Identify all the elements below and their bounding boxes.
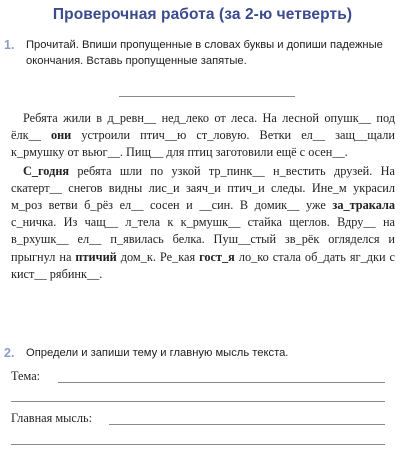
emphasized-word: за_тракала <box>332 198 395 213</box>
task-2-number: 2. <box>4 346 15 360</box>
task-2-instructions: Определи и запиши тему и главную мысль текста. <box>26 347 289 359</box>
text-run: дом_к. Ре_кая <box>116 249 200 264</box>
task-1 <box>4 38 388 69</box>
emphasized-word: они <box>50 128 72 143</box>
emphasized-word: гост_я <box>199 249 235 264</box>
text-run: устроили птич__ю ст_ловую. Ветки ел__ защ__щали к_рмушку от вьюг__. Пищ__ для птиц заготовили ещё с осен__. <box>11 128 395 160</box>
story-paragraph-2 <box>11 163 395 283</box>
text-run: Ребята жили в д_ревн__ нед_леко от леса. На лесной опушк__ под ёлк__ <box>11 111 395 143</box>
topic-answer-line-2[interactable] <box>11 401 385 402</box>
topic-answer-line-1[interactable] <box>58 382 385 383</box>
task-2 <box>4 346 388 362</box>
page-title: Проверочная работа (за 2-ю четверть) <box>52 6 353 23</box>
text-run: с_ничка. Из чащ__ л_тела к к_рмушк__ стайка щеглов. Вдру__ на в_рхушк__ ел__ п_явилась белка. Пуш__стый зв_рёк огляделся и прыгнул на <box>11 215 395 264</box>
main-idea-label: Главная мысль: <box>11 411 93 425</box>
story-paragraph-1 <box>11 110 395 162</box>
main-idea-answer-line-2[interactable] <box>11 444 385 445</box>
task-1-answer-line[interactable] <box>119 96 295 97</box>
main-idea-answer-line-1[interactable] <box>109 424 385 425</box>
text-run: ло_ко стала об_дать яг_дки с кист__ рябинк__. <box>11 249 395 281</box>
emphasized-word: С_годня <box>23 163 70 178</box>
story-text <box>11 110 395 283</box>
text-run: ребята шли по узкой тр_пинк__ н_вестить друзей. На скатерт__ снегов видны лис_и заяч_и птич_и следы. Ине_м украсил м_роз ветви б_рёз ел__ сосен и __син. В домик__ уже <box>11 163 395 213</box>
task-1-instructions: Прочитай. Впиши пропущенные в словах буквы и допиши падежные окончания. Вставь пропущенные запятые. <box>26 39 383 67</box>
task-1-number: 1. <box>4 38 15 52</box>
emphasized-word: птичий <box>75 249 117 264</box>
topic-label: Тема: <box>11 369 41 383</box>
